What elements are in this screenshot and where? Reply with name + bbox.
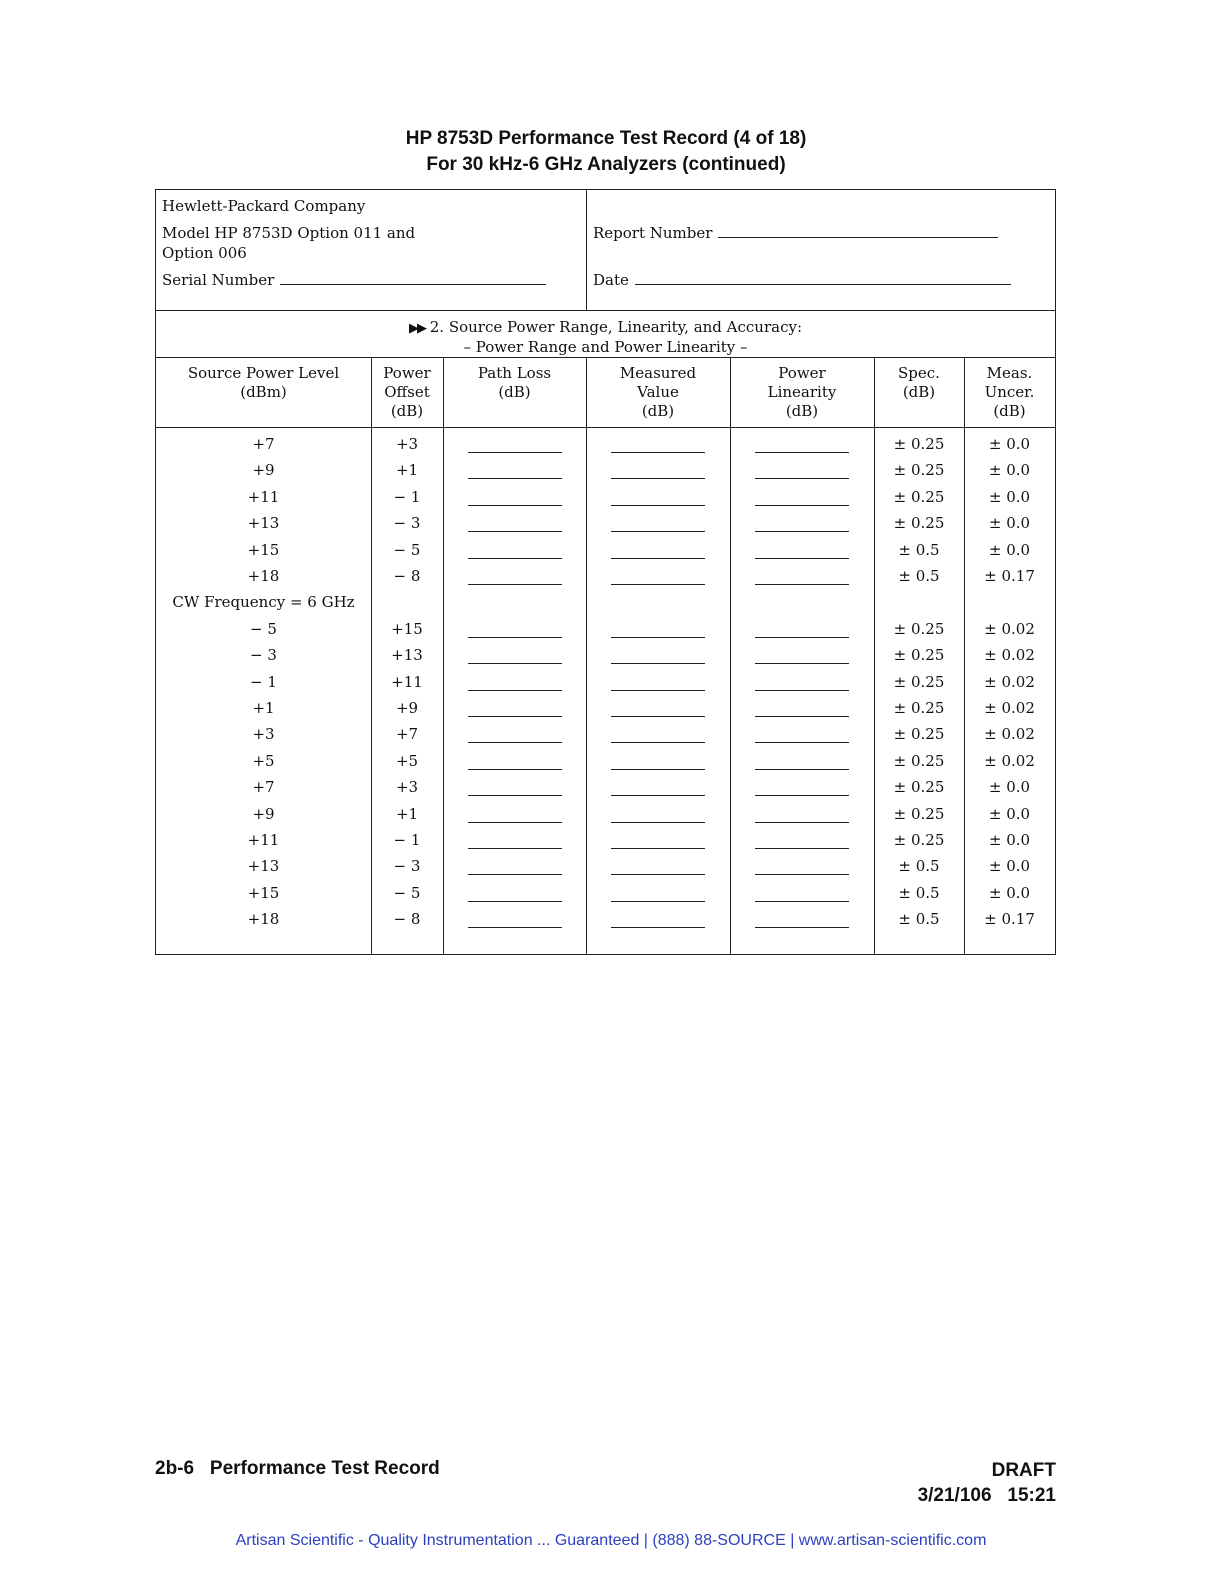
power-offset: − 5	[393, 540, 421, 559]
column-header	[874, 364, 964, 402]
measured-value-blank[interactable]	[611, 769, 705, 770]
path-loss-blank[interactable]	[468, 690, 562, 691]
spec-value: ± 0.25	[893, 725, 945, 744]
power-linearity-blank[interactable]	[755, 822, 849, 823]
page-title	[0, 126, 1212, 178]
report-number-label: Report Number	[593, 224, 713, 242]
source-power-level: +11	[247, 487, 280, 506]
source-power-level: +7	[252, 778, 275, 797]
measured-value-blank[interactable]	[611, 822, 705, 823]
column-header-line: Power	[778, 364, 826, 382]
column-header-line: Path Loss	[477, 364, 552, 382]
spec-value: ± 0.25	[893, 751, 945, 770]
source-power-level: − 5	[250, 619, 277, 638]
path-loss-blank[interactable]	[468, 531, 562, 532]
meas-uncertainty: ± 0.02	[984, 646, 1035, 665]
path-loss-blank[interactable]	[468, 742, 562, 743]
source-power-level: +1	[252, 699, 275, 717]
serial-number-field[interactable]	[162, 270, 546, 290]
meas-uncertainty: ± 0.0	[988, 778, 1031, 797]
column-header-line: (dB)	[785, 402, 819, 420]
measured-value-blank[interactable]	[611, 690, 705, 691]
test-record-form	[155, 189, 1056, 955]
path-loss-blank[interactable]	[468, 848, 562, 849]
measured-value-blank[interactable]	[611, 663, 705, 664]
play-forward-icon: ▶▶	[408, 321, 425, 336]
power-linearity-blank[interactable]	[755, 901, 849, 902]
power-linearity-blank[interactable]	[755, 742, 849, 743]
measured-value-blank[interactable]	[611, 848, 705, 849]
date-label: Date	[593, 271, 629, 289]
meas-uncertainty: ± 0.17	[984, 910, 1035, 929]
test-title	[156, 317, 1055, 339]
info-divider	[586, 190, 587, 310]
source-power-level: +7	[252, 435, 275, 453]
date-blank[interactable]	[635, 270, 1011, 285]
power-offset: +3	[395, 778, 419, 797]
meas-uncertainty: ± 0.02	[984, 672, 1035, 691]
header-bottom-rule	[156, 427, 1055, 428]
col-rule-4	[730, 357, 731, 955]
meas-uncertainty: ± 0.0	[988, 514, 1031, 533]
spec-value: ± 0.25	[893, 804, 945, 823]
spec-value: ± 0.25	[893, 699, 945, 717]
path-loss-blank[interactable]	[468, 452, 562, 453]
meas-uncertainty: ± 0.0	[988, 540, 1031, 559]
path-loss-blank[interactable]	[468, 478, 562, 479]
meas-uncertainty: ± 0.02	[984, 619, 1035, 638]
source-power-level: +5	[252, 751, 275, 770]
source-power-level: +13	[247, 514, 280, 533]
column-header-line: Linearity	[767, 383, 837, 401]
power-linearity-blank[interactable]	[755, 637, 849, 638]
test-title-text: 2. Source Power Range, Linearity, and Accuracy:	[429, 318, 803, 336]
power-offset: − 1	[393, 831, 421, 849]
measured-value-blank[interactable]	[611, 531, 705, 532]
meas-uncertainty: ± 0.02	[984, 699, 1035, 717]
measured-value-blank[interactable]	[611, 558, 705, 559]
power-offset: − 3	[393, 857, 421, 876]
date-field[interactable]	[593, 270, 1011, 290]
path-loss-blank[interactable]	[468, 637, 562, 638]
column-header	[371, 364, 443, 421]
power-linearity-blank[interactable]	[755, 505, 849, 506]
power-offset: − 1	[393, 487, 421, 506]
source-power-level: +9	[252, 804, 275, 823]
column-header-line: Measured	[619, 364, 697, 382]
draft-label: DRAFT	[991, 1460, 1056, 1481]
meas-uncertainty: ± 0.17	[984, 567, 1035, 585]
spec-value: ± 0.25	[893, 461, 945, 480]
measured-value-blank[interactable]	[611, 874, 705, 875]
power-linearity-blank[interactable]	[755, 478, 849, 479]
column-header-line: (dB)	[993, 402, 1026, 420]
power-linearity-blank[interactable]	[755, 927, 849, 928]
column-header-line: Uncer.	[984, 383, 1035, 401]
path-loss-blank[interactable]	[468, 927, 562, 928]
power-linearity-blank[interactable]	[755, 769, 849, 770]
path-loss-blank[interactable]	[468, 822, 562, 823]
footer-page-number: 2b-6	[155, 1458, 195, 1479]
power-offset: +1	[395, 804, 419, 823]
footer-datetime	[918, 1483, 1056, 1508]
company-name: Hewlett-Packard Company	[162, 197, 366, 215]
power-offset: +7	[395, 725, 419, 744]
column-header-line: (dB)	[641, 402, 675, 420]
footer-status	[918, 1458, 1056, 1508]
column-header	[156, 364, 371, 402]
power-offset: − 3	[393, 514, 421, 533]
meas-uncertainty: ± 0.0	[988, 831, 1031, 849]
measured-value-blank[interactable]	[611, 795, 705, 796]
measured-value-blank[interactable]	[611, 478, 705, 479]
title-line-2: For 30 kHz-6 GHz Analyzers (continued)	[426, 154, 786, 175]
path-loss-blank[interactable]	[468, 584, 562, 585]
footer-time: 15:21	[1007, 1485, 1056, 1506]
power-offset: +13	[391, 646, 423, 665]
measured-value-blank[interactable]	[611, 505, 705, 506]
title-bottom-rule	[156, 357, 1055, 358]
spec-value: ± 0.25	[893, 778, 945, 797]
spec-value: ± 0.25	[893, 672, 945, 691]
source-power-level: +18	[247, 910, 280, 929]
report-number-blank[interactable]	[718, 223, 998, 238]
power-linearity-blank[interactable]	[755, 848, 849, 849]
source-power-level: +15	[247, 540, 280, 559]
model-line-1: Model HP 8753D Option 011 and	[162, 224, 416, 242]
column-header-line: Source Power Level	[187, 364, 340, 382]
title-line-1: HP 8753D Performance Test Record (4 of 18)	[405, 128, 807, 149]
measured-value-blank[interactable]	[611, 742, 705, 743]
column-header	[730, 364, 874, 421]
meas-uncertainty: ± 0.02	[984, 751, 1035, 770]
footer-date: 3/21/106	[917, 1485, 992, 1506]
report-number-field[interactable]	[593, 223, 998, 243]
column-header-line: (dBm)	[240, 383, 287, 401]
column-header	[964, 364, 1055, 421]
measured-value-blank[interactable]	[611, 584, 705, 585]
column-header-line: Meas.	[986, 364, 1033, 382]
measured-value-blank[interactable]	[611, 927, 705, 928]
meas-uncertainty: ± 0.0	[988, 487, 1031, 506]
source-power-level: +13	[247, 857, 280, 876]
meas-uncertainty: ± 0.0	[988, 804, 1031, 823]
vendor-credit-link[interactable]: Artisan Scientific - Quality Instrumentation ... Guaranteed | (888) 88-SOURCE | www.artisan-scientific.com	[235, 1532, 987, 1549]
meas-uncertainty: ± 0.0	[988, 435, 1031, 453]
path-loss-blank[interactable]	[468, 663, 562, 664]
col-rule-2	[443, 357, 444, 955]
spec-value: ± 0.25	[893, 831, 945, 849]
source-power-level: − 3	[250, 646, 277, 665]
path-loss-blank[interactable]	[468, 558, 562, 559]
spec-value: ± 0.25	[893, 619, 945, 638]
power-offset: − 5	[393, 883, 421, 902]
spec-value: ± 0.5	[898, 540, 940, 559]
footer-section: Performance Test Record	[209, 1458, 440, 1479]
column-header-line: (dB)	[390, 402, 424, 420]
path-loss-blank[interactable]	[468, 505, 562, 506]
column-header-line: (dB)	[498, 383, 531, 401]
meas-uncertainty: ± 0.0	[988, 883, 1031, 902]
col-rule-3	[586, 357, 587, 955]
power-offset: +1	[395, 461, 419, 480]
column-header	[586, 364, 730, 421]
power-offset: +3	[395, 435, 419, 453]
power-offset: +9	[395, 699, 419, 717]
column-header	[443, 364, 586, 402]
serial-number-blank[interactable]	[280, 270, 546, 285]
power-linearity-blank[interactable]	[755, 690, 849, 691]
column-header-line: Spec.	[898, 364, 940, 382]
spec-value: ± 0.5	[898, 857, 940, 876]
path-loss-blank[interactable]	[468, 874, 562, 875]
path-loss-blank[interactable]	[468, 769, 562, 770]
spec-value: ± 0.25	[893, 487, 945, 506]
measured-value-blank[interactable]	[611, 716, 705, 717]
power-offset: +5	[395, 751, 419, 770]
source-power-level: +3	[252, 725, 275, 744]
measured-value-blank[interactable]	[611, 637, 705, 638]
meas-uncertainty: ± 0.0	[988, 857, 1031, 876]
power-linearity-blank[interactable]	[755, 795, 849, 796]
power-linearity-blank[interactable]	[755, 558, 849, 559]
source-power-level: +11	[247, 831, 280, 849]
column-header-line: (dB)	[902, 383, 936, 401]
source-power-level: +15	[247, 883, 280, 902]
power-linearity-blank[interactable]	[755, 716, 849, 717]
path-loss-blank[interactable]	[468, 901, 562, 902]
power-linearity-blank[interactable]	[755, 874, 849, 875]
spec-value: ± 0.5	[898, 910, 940, 929]
meas-uncertainty: ± 0.02	[984, 725, 1035, 744]
source-power-level: +18	[247, 567, 280, 585]
power-linearity-blank[interactable]	[755, 663, 849, 664]
measured-value-blank[interactable]	[611, 901, 705, 902]
info-bottom-rule	[156, 310, 1055, 311]
source-power-level: − 1	[250, 672, 277, 691]
power-offset: +11	[391, 672, 423, 691]
path-loss-blank[interactable]	[468, 716, 562, 717]
power-offset: +15	[391, 619, 423, 638]
column-header-line: Power	[383, 364, 431, 382]
source-power-level: +9	[252, 461, 275, 480]
column-header-line: Value	[637, 383, 679, 401]
power-offset: − 8	[393, 567, 421, 585]
footer-page-ref	[155, 1458, 440, 1480]
power-offset: − 8	[393, 910, 421, 929]
section-label: CW Frequency = 6 GHz	[172, 593, 355, 612]
power-linearity-blank[interactable]	[755, 452, 849, 453]
column-header-line: Offset	[384, 383, 430, 401]
spec-value: ± 0.25	[893, 514, 945, 533]
spec-value: ± 0.25	[893, 435, 945, 453]
spec-value: ± 0.25	[893, 646, 945, 665]
path-loss-blank[interactable]	[468, 795, 562, 796]
power-linearity-blank[interactable]	[755, 531, 849, 532]
spec-value: ± 0.5	[898, 567, 940, 585]
model-line-2: Option 006	[162, 244, 247, 262]
test-subtitle: – Power Range and Power Linearity –	[463, 338, 748, 356]
meas-uncertainty: ± 0.0	[988, 461, 1031, 480]
spec-value: ± 0.5	[898, 883, 940, 902]
measured-value-blank[interactable]	[611, 452, 705, 453]
serial-number-label: Serial Number	[162, 271, 275, 289]
power-linearity-blank[interactable]	[755, 584, 849, 585]
